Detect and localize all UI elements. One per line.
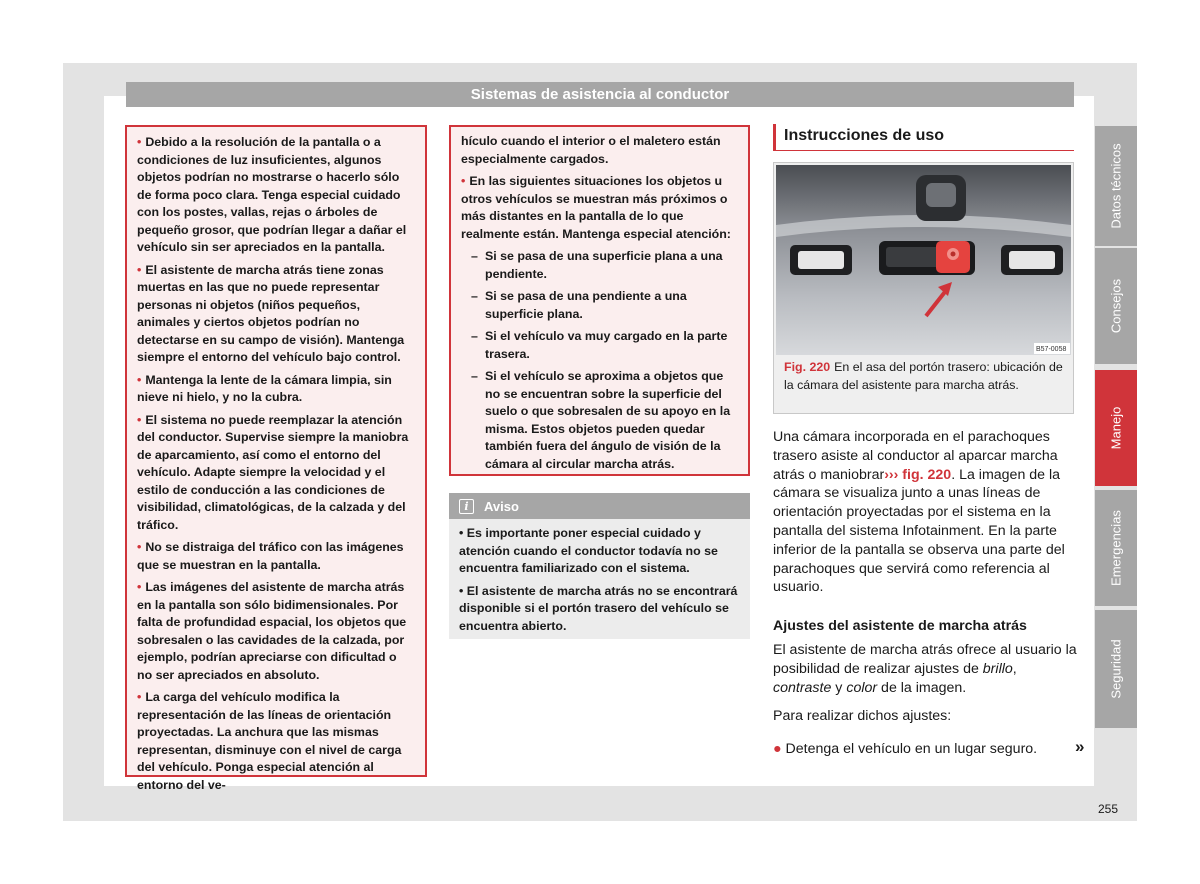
tab-consejos[interactable]: Consejos	[1095, 248, 1137, 364]
page-number: 255	[1098, 802, 1119, 816]
chapter-header: Sistemas de asistencia al conductor	[126, 82, 1074, 107]
note-title: Aviso	[484, 498, 519, 514]
tab-manejo[interactable]: Manejo	[1095, 370, 1137, 486]
warning-box-1	[125, 125, 427, 792]
warning-item: • El asistente de marcha atrás tiene zonas muertas en las que no puede representar personas ni objetos (niños pequeños, animales y ciertos objetos podrían no detectarse en su campo de visión). Mantenga siempre el entorno del vehículo bajo control.	[137, 262, 405, 364]
step-item: ● Detenga el vehículo en un lugar seguro.	[773, 741, 1038, 757]
warning-item: • Mantenga la lente de la cámara limpia, sin nieve ni hielo, y no la cubra.	[137, 372, 392, 404]
subheading: Ajustes del asistente de marcha atrás	[773, 618, 1027, 634]
warning-item: • Las imágenes del asistente de marcha atrás en la pantalla son sólo bidimensionales. Por falta de profundidad espacial, los objetos que sobresalen o las cavidades de la calzada, por ejemplo, podrían apreciarse con dificultad o no ser apreciados en absoluto.	[137, 580, 407, 682]
warning-dash-item: – Si se pasa de una superficie plana a una pendiente.	[471, 249, 723, 281]
warning-item: • El sistema no puede reemplazar la atención del conductor. Supervise siempre la maniobra de aparcamiento, así como el entorno del vehículo. Adapte siempre la velocidad y el estilo de conducción a las condiciones de visibilidad, climatológicas, de la calzada y del tráfico.	[137, 412, 409, 532]
warning-item: • Debido a la resolución de la pantalla o a condiciones de luz insuficientes, algunos objetos podrían no mostrarse o hacerlo sólo de forma poco clara. Tenga especial cuidado con los postes, vallas, rejas o árboles de pequeño grosor, que podrían llegar a dañar el vehículo sin ser apreciados en la pantalla.	[137, 135, 407, 254]
image-code: B57-0058	[1036, 346, 1067, 353]
settings-paragraph: El asistente de marcha atrás ofrece al usuario la posibilidad de realizar ajustes de brillo, contraste y color de la imagen.	[773, 642, 1077, 696]
warning-continuation: hículo cuando el interior o el maletero están especialmente cargados.	[461, 134, 721, 166]
warning-item: • En las siguientes situaciones los objetos u otros vehículos se muestran más próximos o más distantes en la pantalla de lo que realmente están. Mantenga especial atención:	[461, 174, 731, 241]
figure-caption: Fig. 220 En el asa del portón trasero: ubicación de la cámara del asistente para marcha atrás.	[784, 360, 1063, 392]
warning-item: • No se distraiga del tráfico con las imágenes que se muestran en la pantalla.	[137, 540, 404, 572]
warning-item: • La carga del vehículo modifica la representación de las líneas de orientación proyectadas. La anchura que las mismas representan, disminuye con el nivel de carga del vehículo. Ponga especial atención al entorno del ve-	[137, 690, 402, 792]
figure-220	[773, 162, 1074, 414]
figure-reference-link[interactable]: ››› fig. 220	[884, 466, 952, 483]
note-item: • El asistente de marcha atrás no se encontrará disponible si el portón trasero del vehículo se encuentra abierto.	[459, 583, 738, 633]
tab-emergencias[interactable]: Emergencias	[1095, 490, 1137, 606]
note-header	[449, 493, 750, 519]
tailgate-camera-image	[776, 165, 1071, 355]
section-title: Instrucciones de uso	[773, 124, 1074, 151]
continue-arrow-icon: »	[1075, 737, 1085, 756]
warning-box-2	[449, 125, 750, 476]
warning-dash-item: – Si el vehículo se aproxima a objetos que no se encuentran sobre la superficie del suelo o que sobresalen de su apoyo en la misma. Estos objetos pueden quedar también fuera del ángulo de visión de la cámara al circular marcha atrás.	[471, 369, 731, 471]
tab-datos-tecnicos[interactable]: Datos técnicos	[1095, 126, 1137, 246]
info-icon: i	[459, 499, 474, 514]
intro-paragraph: Una cámara incorporada en el parachoques trasero asiste al conductor al aparcar marcha atrás o maniobrar››› fig. 220. La imagen de la cámara se visualiza junto a unas líneas de orientación proyectadas por el sistema en la pantalla del sistema Infotainment. En la parte inferior de la pantalla se observa una parte del parachoques que servirá como referencia al usuario.	[773, 429, 1065, 596]
instruction-lead: Para realizar dichos ajustes:	[773, 708, 952, 724]
warning-dash-item: – Si se pasa de una pendiente a una superficie plana.	[471, 289, 687, 321]
tab-seguridad[interactable]: Seguridad	[1095, 610, 1137, 728]
note-box	[449, 493, 750, 639]
warning-dash-item: – Si el vehículo va muy cargado en la parte trasera.	[471, 329, 728, 361]
note-item: • Es importante poner especial cuidado y atención cuando el conductor todavía no se encuentra familiarizado con el sistema.	[459, 526, 718, 575]
